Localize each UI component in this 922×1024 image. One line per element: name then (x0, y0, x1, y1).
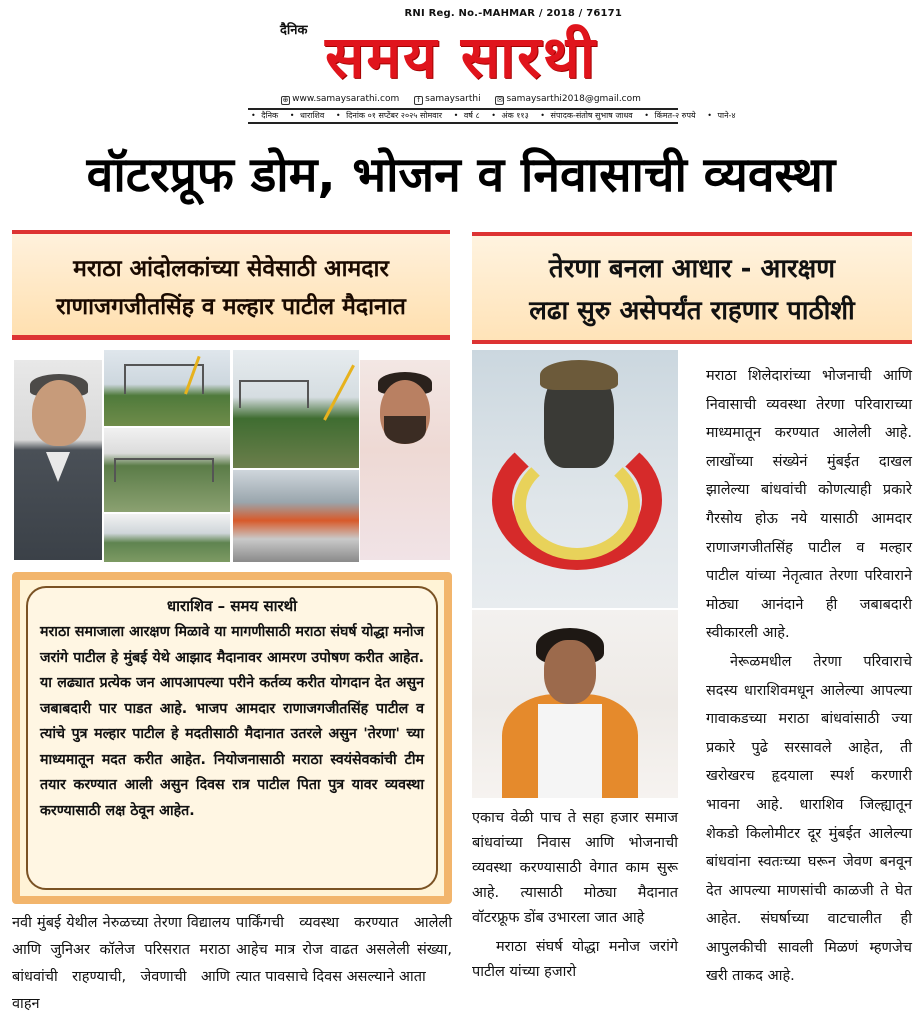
article-column: नवी मुंबई येथील नेरुळच्या तेरणा विद्यालय आणि जुनिअर कॉलेज परिसरात मराठा बांधवांची राहण्याची, जेवणाची आणि वाहन (12, 915, 230, 1012)
photo-crane-site (233, 350, 359, 468)
newspaper-name: समय सारथी (325, 23, 597, 91)
main-headline: वॉटरप्रूफ डोम, भोजन व निवासाची व्यवस्था (86, 147, 836, 203)
left-subheading-line: राणाजगजीतसिंह व मल्हार पाटील मैदानात (56, 294, 406, 320)
paragraph: एकाच वेळी पाच ते सहा हजार समाज बांधवांच्या निवास आणि भोजनाची व्यवस्था करण्यासाठी वेगात काम सुरू आहे. त्यासाठी मोठ्या मैदानात वॉटरफ्रूफ डोंब उभारला जात आहे (472, 810, 678, 926)
social-text: samaysarthi (425, 94, 481, 104)
article-column: पार्किंगची व्यवस्था करण्यात आलेली आहेच मात्र रोज वाढत असलेली संख्या, त्यात पावसाचे दिवस असल्याने आता (236, 915, 452, 985)
social-icon: f (414, 96, 423, 105)
photo-dome-construction (104, 350, 230, 426)
dateline: धाराशिव – समय सारथी (166, 597, 298, 615)
info-item: • संपादक-संतोष सुभाष जाधव (540, 111, 633, 120)
right-subheading-line: तेरणा बनला आधार - आरक्षण (548, 254, 836, 284)
website-text: www.samaysarathi.com (292, 94, 400, 104)
article-column-right (706, 362, 912, 991)
photo-mla-portrait (14, 360, 102, 560)
issue-info-bar (248, 108, 736, 124)
info-item: • दिनांक ०१ सप्टेंबर २०२५ सोमवार (335, 111, 443, 120)
left-subheading-line: मराठा आंदोलकांच्या सेवेसाठी आमदार (73, 256, 389, 282)
photo-malhar-portrait (360, 360, 450, 560)
paragraph: नेरूळमधील तेरणा परिवाराचे सदस्य धाराशिवमधून आलेल्या आपल्या गावाकडच्या मराठा बांधवांसाठी ज्या प्रकारे पुढे सरसावले आहेत, ती खरोखरच हृदयाला स्पर्श करणारी भावना आहे. धाराशिव जिल्ह्यातून शेकडो किलोमीटर दूर मुंबईत आलेल्या बांधवांना स्वतःच्या घरून जेवण बनवून देत आपल्या माणसांची काळजी ते घेत आहेत. संघर्षाच्या वाटचालीत ही आपुलकीची सावली मिळणं म्हणजेच खरी ताकद आहे. (706, 653, 912, 985)
info-item: • वर्ष ८ (453, 111, 480, 120)
contact-line (0, 94, 922, 105)
info-item: • पाने-४ (707, 111, 736, 120)
photo-manoj-jarange (472, 610, 678, 798)
article-column-center (472, 806, 678, 985)
website-contact[interactable] (281, 94, 399, 104)
left-subheading (12, 250, 450, 326)
left-subheading-box (12, 230, 450, 340)
boxed-story (12, 572, 452, 904)
photo-vehicles-flags (233, 470, 359, 562)
photo-ground-work (104, 514, 230, 562)
masthead (0, 0, 922, 128)
right-subheading-line: लढा सुरु असेपर्यंत राहणार पाठीशी (529, 296, 855, 326)
photo-statue-garland (472, 350, 678, 608)
email-icon: ✉ (497, 96, 503, 104)
info-item: • दैनिक (251, 111, 279, 120)
rni-number: RNI Reg. No.-MAHMAR / 2018 / 76171 (404, 8, 622, 19)
daily-label: दैनिक (280, 23, 308, 38)
info-item: • किंमत-२ रुपये (644, 111, 696, 120)
right-subheading (472, 248, 912, 332)
social-contact[interactable] (414, 94, 480, 104)
globe-icon: ⊕ (282, 96, 289, 104)
boxed-story-body: मराठा समाजाला आरक्षण मिळावे या मागणीसाठी मराठा संघर्ष योद्धा मनोज जरांगे पाटील हे मुंबई येथे आझाद मैदानावर आमरण उपोषण करीत आहेत. या लढ्यात प्रत्येक जन आपआपल्या परीने कर्तव्य करीत योगदान देत असुन जबाबदारी पार पाडत आहे. भाजप आमदार राणाजगजीतसिंह पाटील व त्यांचे पुत्र मल्हार पाटील हे मदतीसाठी मैदानात उतरले असुन 'तेरणा' च्या माध्यमातून मदत करीत आहेत. नियोजनासाठी मराठा स्वयंसेवकांची टीम तयार करण्यात आली असुन दिवस रात्र पाटील पिता पुत्र यावर व्यवस्था करण्यासाठी लक्ष ठेवून आहेत. (40, 624, 424, 819)
info-item: • अंक ११३ (491, 111, 529, 120)
email-text: samaysarthi2018@gmail.com (506, 94, 641, 104)
photo-dome-structure (104, 428, 230, 512)
email-contact[interactable] (495, 94, 640, 104)
paragraph: मराठा संघर्ष योद्धा मनोज जरांगे पाटील यांच्या हजारो (472, 939, 678, 980)
info-item: • धाराशिव (289, 111, 325, 120)
paragraph: मराठा शिलेदारांच्या भोजनाची आणि निवासाची व्यवस्था तेरणा परिवाराच्या माध्यमातून करण्यात आलेली आहे. लाखोंच्या संख्येनं मुंबईत दाखल झालेल्या बांधवांची कोणत्याही प्रकारे गैरसोय होऊ नये यासाठी आमदार राणाजगजीतसिंह पाटील व मल्हार पाटील यांच्या नेतृत्वात तेरणा परिवाराने मोठ्या आनंदाने ही जबाबदारी स्वीकारली आहे. (706, 368, 912, 642)
right-subheading-box (472, 232, 912, 344)
